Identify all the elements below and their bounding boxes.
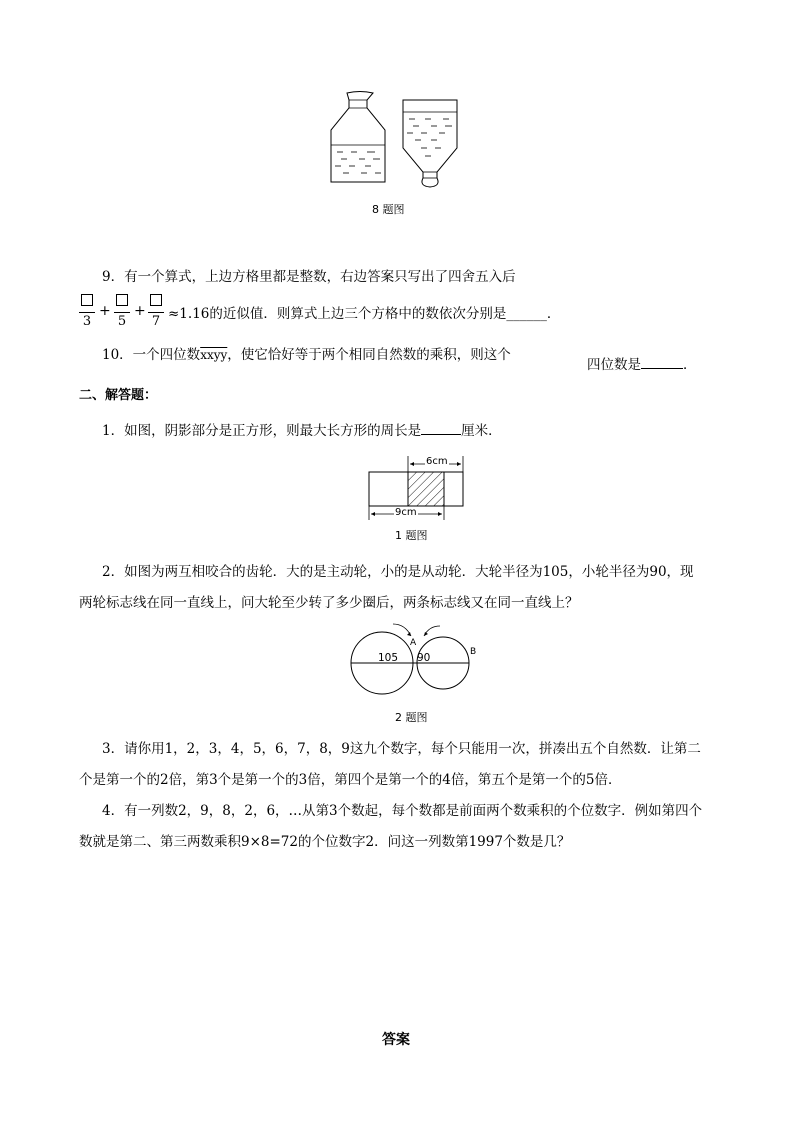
figure-8-caption: 8 题图 — [372, 203, 405, 216]
q9-end: ． — [546, 306, 561, 322]
figure-2-point-a: A — [410, 638, 417, 648]
p3-line1: 3．请你用1，2，3，4，5，6，7，8，9这九个数字，每个只能用一次，拼凑出五个自然数．让第二 — [102, 741, 701, 757]
figure-1-bottom-label: 9cm — [395, 507, 417, 518]
answer-heading: 答案 — [382, 1032, 410, 1048]
p1-text — [102, 421, 502, 441]
empty-square-icon — [81, 294, 93, 306]
q9-fraction-2 — [114, 292, 130, 329]
q10-part2: ，使它恰好等于两个相同自然数的乘积，则这个 — [227, 347, 511, 363]
figure-1-top-label: 6cm — [426, 456, 448, 467]
q10-part3: 四位数是 — [587, 357, 641, 373]
q10-line1-cont — [587, 355, 697, 375]
q9-denominator-1: 3 — [82, 314, 92, 329]
p1-text-after: 厘米． — [461, 423, 502, 439]
p1-answer-blank — [421, 434, 461, 435]
q10-part1: 10．一个四位数 — [102, 347, 201, 363]
figure-1-caption: 1 题图 — [395, 529, 428, 542]
q10-overline-number: xxyy — [200, 348, 228, 362]
figure-2-point-b: B — [470, 647, 477, 657]
p4-line1: 4．有一列数2，9，8，2，6，…从第3个数起，每个数都是前面两个数乘积的个位数字．例如第四个 — [102, 803, 703, 819]
q10-answer-blank — [641, 368, 683, 369]
q9-answer-blank: ______ — [506, 306, 547, 322]
p3-line2: 个是第一个的2倍，第3个是第一个的3倍，第四个是第一个的4倍，第五个是第一个的5倍． — [79, 772, 622, 788]
figure-2-caption: 2 题图 — [395, 711, 428, 724]
figure-2-small-label: 90 — [417, 652, 431, 664]
p2-line1: 2．如图为两互相咬合的齿轮．大的是主动轮，小的是从动轮．大轮半径为105，小轮半径为90，现 — [102, 564, 694, 580]
q10-line1 — [102, 345, 511, 365]
q9-line1: 9．有一个算式，上边方格里都是整数，右边答案只写出了四舍五入后 — [102, 269, 516, 285]
figure-2-big-label: 105 — [378, 652, 399, 664]
figure-8-bottles — [325, 90, 465, 190]
empty-square-icon — [150, 294, 162, 306]
empty-square-icon — [116, 294, 128, 306]
q9-tail: ≈1.16的近似值．则算式上边三个方格中的数依次分别是 — [168, 306, 507, 322]
p1-text-before: 1．如图，阴影部分是正方形，则最大长方形的周长是 — [102, 423, 422, 439]
plus-sign: + — [134, 303, 146, 319]
q9-denominator-3: 7 — [151, 314, 161, 329]
plus-sign: + — [99, 303, 111, 319]
p4-line2: 数就是第二、第三两数乘积9×8=72的个位数字2．问这一列数第1997个数是几？ — [79, 834, 571, 850]
q9-fraction-1 — [79, 292, 95, 329]
q10-end: ． — [683, 357, 697, 373]
q9-denominator-2: 5 — [117, 314, 127, 329]
p2-line2: 两轮标志线在同一直线上，问大轮至少转了多少圈后，两条标志线又在同一直线上？ — [79, 595, 579, 611]
q9-line2 — [168, 304, 560, 324]
q9-fraction-3 — [148, 292, 164, 329]
section-2-title: 二、解答题： — [79, 388, 158, 403]
